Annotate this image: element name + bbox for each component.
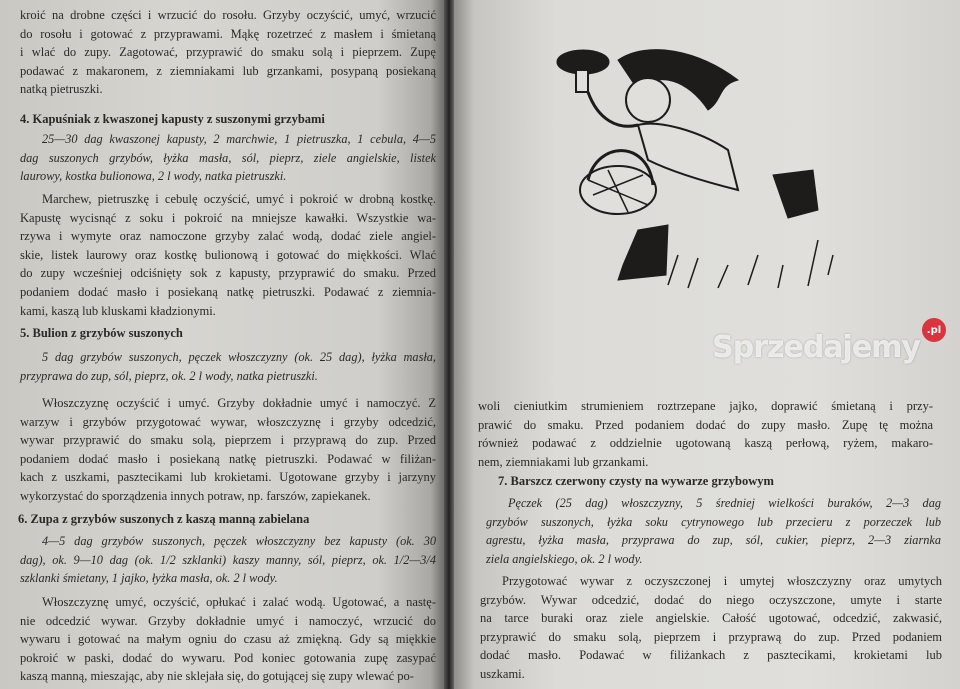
watermark-logo: Sprzedajemy	[712, 330, 920, 365]
recipe-7-body	[480, 572, 942, 684]
text-line: ziela angielskiego, ok. 2 l wody.	[486, 551, 643, 566]
text-line: grzybów. Wywar odcedzić, dodać do niego oczyszczone, umyte i starte	[480, 592, 942, 607]
recipe-5-ingredients	[20, 348, 436, 385]
book-gutter	[444, 0, 454, 689]
recipe-6-title: 6. Zupa z grzybów suszonych z kaszą manną zabielana	[18, 512, 310, 526]
text-line: dag suszonych grzybów, łyżka masła, sól, pieprz, ziele angielskie, listek	[20, 150, 436, 165]
mushroom-picker-illustration	[548, 40, 878, 300]
face	[626, 78, 670, 122]
text-line: nie odcedzić wywar. Grzyby dokładnie umyć i namoczyć, wrzucić do	[20, 613, 436, 628]
text-line: Pęczek (25 dag) włoszczyzny, 5 średniej wielkości buraków, 2—3 dag	[508, 496, 941, 510]
text-line: warzyw i grzybów przygotować wywar, włoszczyznę i grzyby odcedzić,	[20, 414, 436, 429]
recipe-7-title: 7. Barszcz czerwony czysty na wywarze grzybowym	[498, 474, 774, 488]
text-line: laurowy, kostka bulionowa, 2 l wody, natka pietruszki.	[20, 169, 287, 184]
boot-front	[618, 225, 668, 280]
text-line: Włoszczyznę oczyścić i umyć. Grzyby dokładnie umyć i namoczyć. Z	[42, 396, 436, 410]
text-line: Kapustę wycisnąć z soku i pokroić na mniejsze kawałki. Wszystkie wa-	[20, 210, 436, 225]
text-line: 4—5 dag grzybów suszonych, pęczek włoszczyzny bez kapusty (ok. 30	[42, 534, 436, 548]
text-line: Przygotować wywar z oczyszczonej i umytej włoszczyzny oraz umytych	[502, 574, 942, 588]
text-line: 5 dag grzybów suszonych, pęczek włoszczyzny (ok. 25 dag), łyżka masła,	[42, 350, 436, 364]
recipe-6-ingredients	[20, 532, 436, 588]
text-line: podawać z makaronem, z ziemniakami lub grzankami, posypaną posiekaną	[20, 63, 436, 78]
text-line: na tarce buraki oraz ziele angielskie. Całość ugotować, odcedzić, zakwasić,	[480, 611, 942, 626]
text-line: dodać masło. Podawać w filiżankach z pasztecikami, krokietami lub	[480, 648, 942, 663]
text-line: kaszą manną, mieszając, aby nie sklejała się, do gotującej się zupy wlewać po-	[20, 669, 414, 684]
text-line: agrestu, łyżka masła, przyprawa do zup, sól, cukier, pieprz, 2—3 ziarnka	[486, 533, 941, 548]
continuation-paragraph	[478, 397, 933, 471]
boot-back	[773, 170, 818, 218]
text-line: rzywa i wymyte oraz namoczone grzyby zalać wodą, dodać ziele angiel-	[20, 229, 436, 244]
text-line: również podawać z oddzielnie ugotowaną kaszą perłową, ryżem, makaro-	[478, 436, 933, 451]
text-line: wywaru i gotować na małym ogniu do czasu aż zmiękną. Gdy są miękkie	[20, 632, 436, 647]
recipe-6-body	[20, 593, 436, 686]
text-line: przyprawa do zup, sól, pieprz, ok. 2 l wody, natka pietruszki.	[20, 368, 318, 383]
text-line: woli cieniutkim strumieniem roztrzepane jajko, doprawić śmietaną i przy-	[478, 399, 933, 413]
text-line: wykorzystać do sporządzenia innych potraw, np. farszów, zapiekanek.	[20, 488, 371, 503]
text-line: natką pietruszki.	[20, 82, 103, 97]
text-line: dag), ok. 9—10 dag (ok. 1/2 szklanki) kaszy manny, sól, pieprz, ok. 1/2—3/4	[20, 552, 436, 567]
left-page	[0, 0, 444, 689]
text-line: kach z uszkami, pasztecikami lub krokietami. Ugotowane grzyby i jarzyny	[20, 470, 436, 485]
text-line: uszkami.	[480, 666, 525, 681]
recipe-7-ingredients	[486, 494, 941, 568]
text-line: 25—30 dag kwaszonej kapusty, 2 marchwie, 1 pietruszka, 1 cebula, 4—5	[42, 132, 436, 146]
text-line: przyprawić do smaku solą, pieprzem i przyprawą do zup. Przed podaniem	[480, 629, 942, 644]
text-line: Włoszczyznę umyć, oczyścić, opłukać i zalać wodą. Ugotować, a nastę-	[42, 595, 436, 609]
text-line: wywar przyprawić do smaku solą, pieprzem i przyprawą do zup. Przed	[20, 433, 436, 448]
text-line: szklanki śmietany, 1 jajko, łyżka masła, ok. 2 l wody.	[20, 571, 278, 586]
text-line: kami, kaszą lub kluskami kładzionymi.	[20, 303, 216, 318]
text-line: nem, ziemniakami lub grzankami.	[478, 454, 649, 469]
intro-paragraph	[20, 6, 436, 99]
recipe-4-ingredients	[20, 130, 436, 186]
recipe-4-body	[20, 190, 436, 320]
text-line: kroić na drobne części i wrzucić do rosołu. Grzyby oczyścić, umyć, wrzucić	[20, 8, 436, 22]
recipe-5-body	[20, 394, 436, 506]
text-line: do rosołu i gotować z przyprawami. Mąkę rozetrzeć z masłem i śmietaną	[20, 26, 436, 41]
text-line: do zupy wcześniej odciśnięty sok z kapusty, przyprawić do smaku. Przed	[20, 266, 436, 281]
text-line: podaniem dodać masło i posiekaną natkę pietruszki. Podawać z ziemnia-	[20, 284, 436, 299]
text-line: podaniem dodać masło i posiekaną natkę pietruszki. Podawać w filiżan-	[20, 451, 436, 466]
recipe-5-title: 5. Bulion z grzybów suszonych	[20, 326, 183, 340]
text-line: i wlać do zupy. Zagotować, przyprawić do smaku solą i pieprzem. Zupę	[20, 45, 436, 60]
text-line: skie, listek laurowy oraz kostkę bulionową i gotować do miękkości. Wlać	[20, 247, 436, 262]
text-line: pokroić w paski, dodać do wywaru. Pod koniec gotowania zupę zasypać	[20, 650, 436, 665]
text-line: prawić do smaku. Przed podaniem dodać do zupy masło. Zupę tę można	[478, 417, 933, 432]
text-line: grzybów suszonych, łyżka soku cytrynowego lub przecieru z porzeczek lub	[486, 514, 941, 529]
recipe-4-title: 4. Kapuśniak z kwaszonej kapusty z suszonymi grzybami	[20, 112, 325, 126]
grass	[668, 240, 833, 288]
text-line: Marchew, pietruszkę i cebulę oczyścić, umyć i pokroić w drobną kostkę.	[42, 192, 436, 206]
mushroom-stem	[576, 70, 588, 92]
watermark-badge: .pl	[922, 318, 946, 342]
